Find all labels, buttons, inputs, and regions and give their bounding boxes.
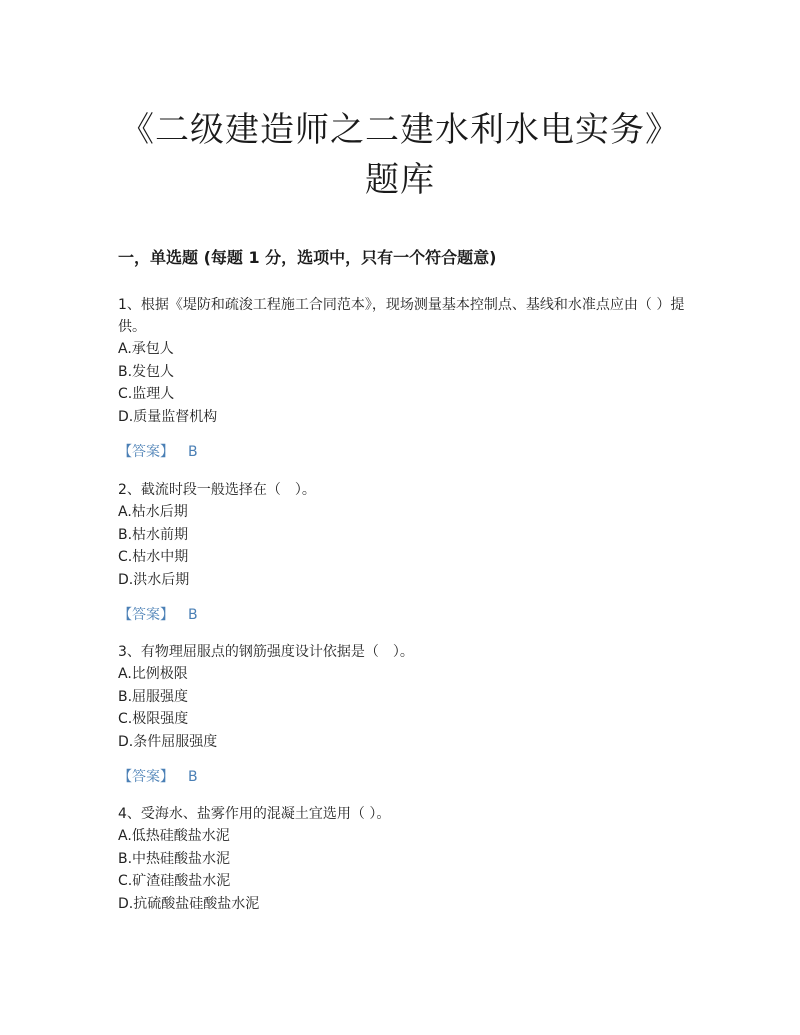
question-option: D.条件屈服强度: [118, 733, 218, 750]
question-2: [118, 479, 688, 625]
question-option: C.枯水中期: [118, 549, 189, 565]
question-stem: 1、根据《堤防和疏浚工程施工合同范本》，现场测量基本控制点、基线和水准点应由（ ）提供。: [118, 297, 685, 335]
answer-value: B: [188, 444, 198, 460]
question-option: D.洪水后期: [118, 571, 190, 588]
answer-label: 【答案】: [118, 769, 174, 785]
answer-line: [118, 605, 688, 625]
document-title-line2: 题库: [365, 160, 435, 200]
question-option: D.抗硫酸盐硅酸盐水泥: [118, 895, 260, 912]
question-option: A.承包人: [118, 341, 174, 357]
question-4: [118, 803, 688, 915]
answer-line: [118, 767, 688, 787]
question-option: A.比例极限: [118, 666, 188, 682]
question-stem: 4、受海水、盐雾作用的混凝土宜选用（ ）。: [118, 806, 391, 822]
section-heading: 一，单选题 (每题 1 分，选项中，只有一个符合题意): [118, 248, 497, 267]
question-3: [118, 641, 688, 787]
question-option: A.枯水后期: [118, 504, 188, 520]
answer-line: [118, 442, 688, 462]
question-option: B.中热硅酸盐水泥: [118, 850, 231, 867]
document-title: 《二级建造师之二建水利水电实务》: [120, 110, 680, 150]
answer-label: 【答案】: [118, 607, 174, 623]
question-option: C.矿渣硅酸盐水泥: [118, 873, 231, 889]
question-stem: 3、有物理屈服点的钢筋强度设计依据是（ ）。: [118, 644, 414, 660]
answer-value: B: [188, 769, 198, 785]
question-option: B.发包人: [118, 363, 175, 380]
answer-label: 【答案】: [118, 444, 174, 460]
answer-value: B: [188, 607, 198, 623]
question-stem: 2、截流时段一般选择在（ ）。: [118, 482, 316, 498]
question-1: [118, 294, 688, 462]
question-option: D.质量监督机构: [118, 408, 218, 425]
question-option: B.枯水前期: [118, 526, 189, 543]
question-option: B.屈服强度: [118, 688, 189, 705]
question-option: A.低热硅酸盐水泥: [118, 828, 230, 844]
question-option: C.监理人: [118, 386, 175, 402]
question-option: C.极限强度: [118, 711, 189, 727]
